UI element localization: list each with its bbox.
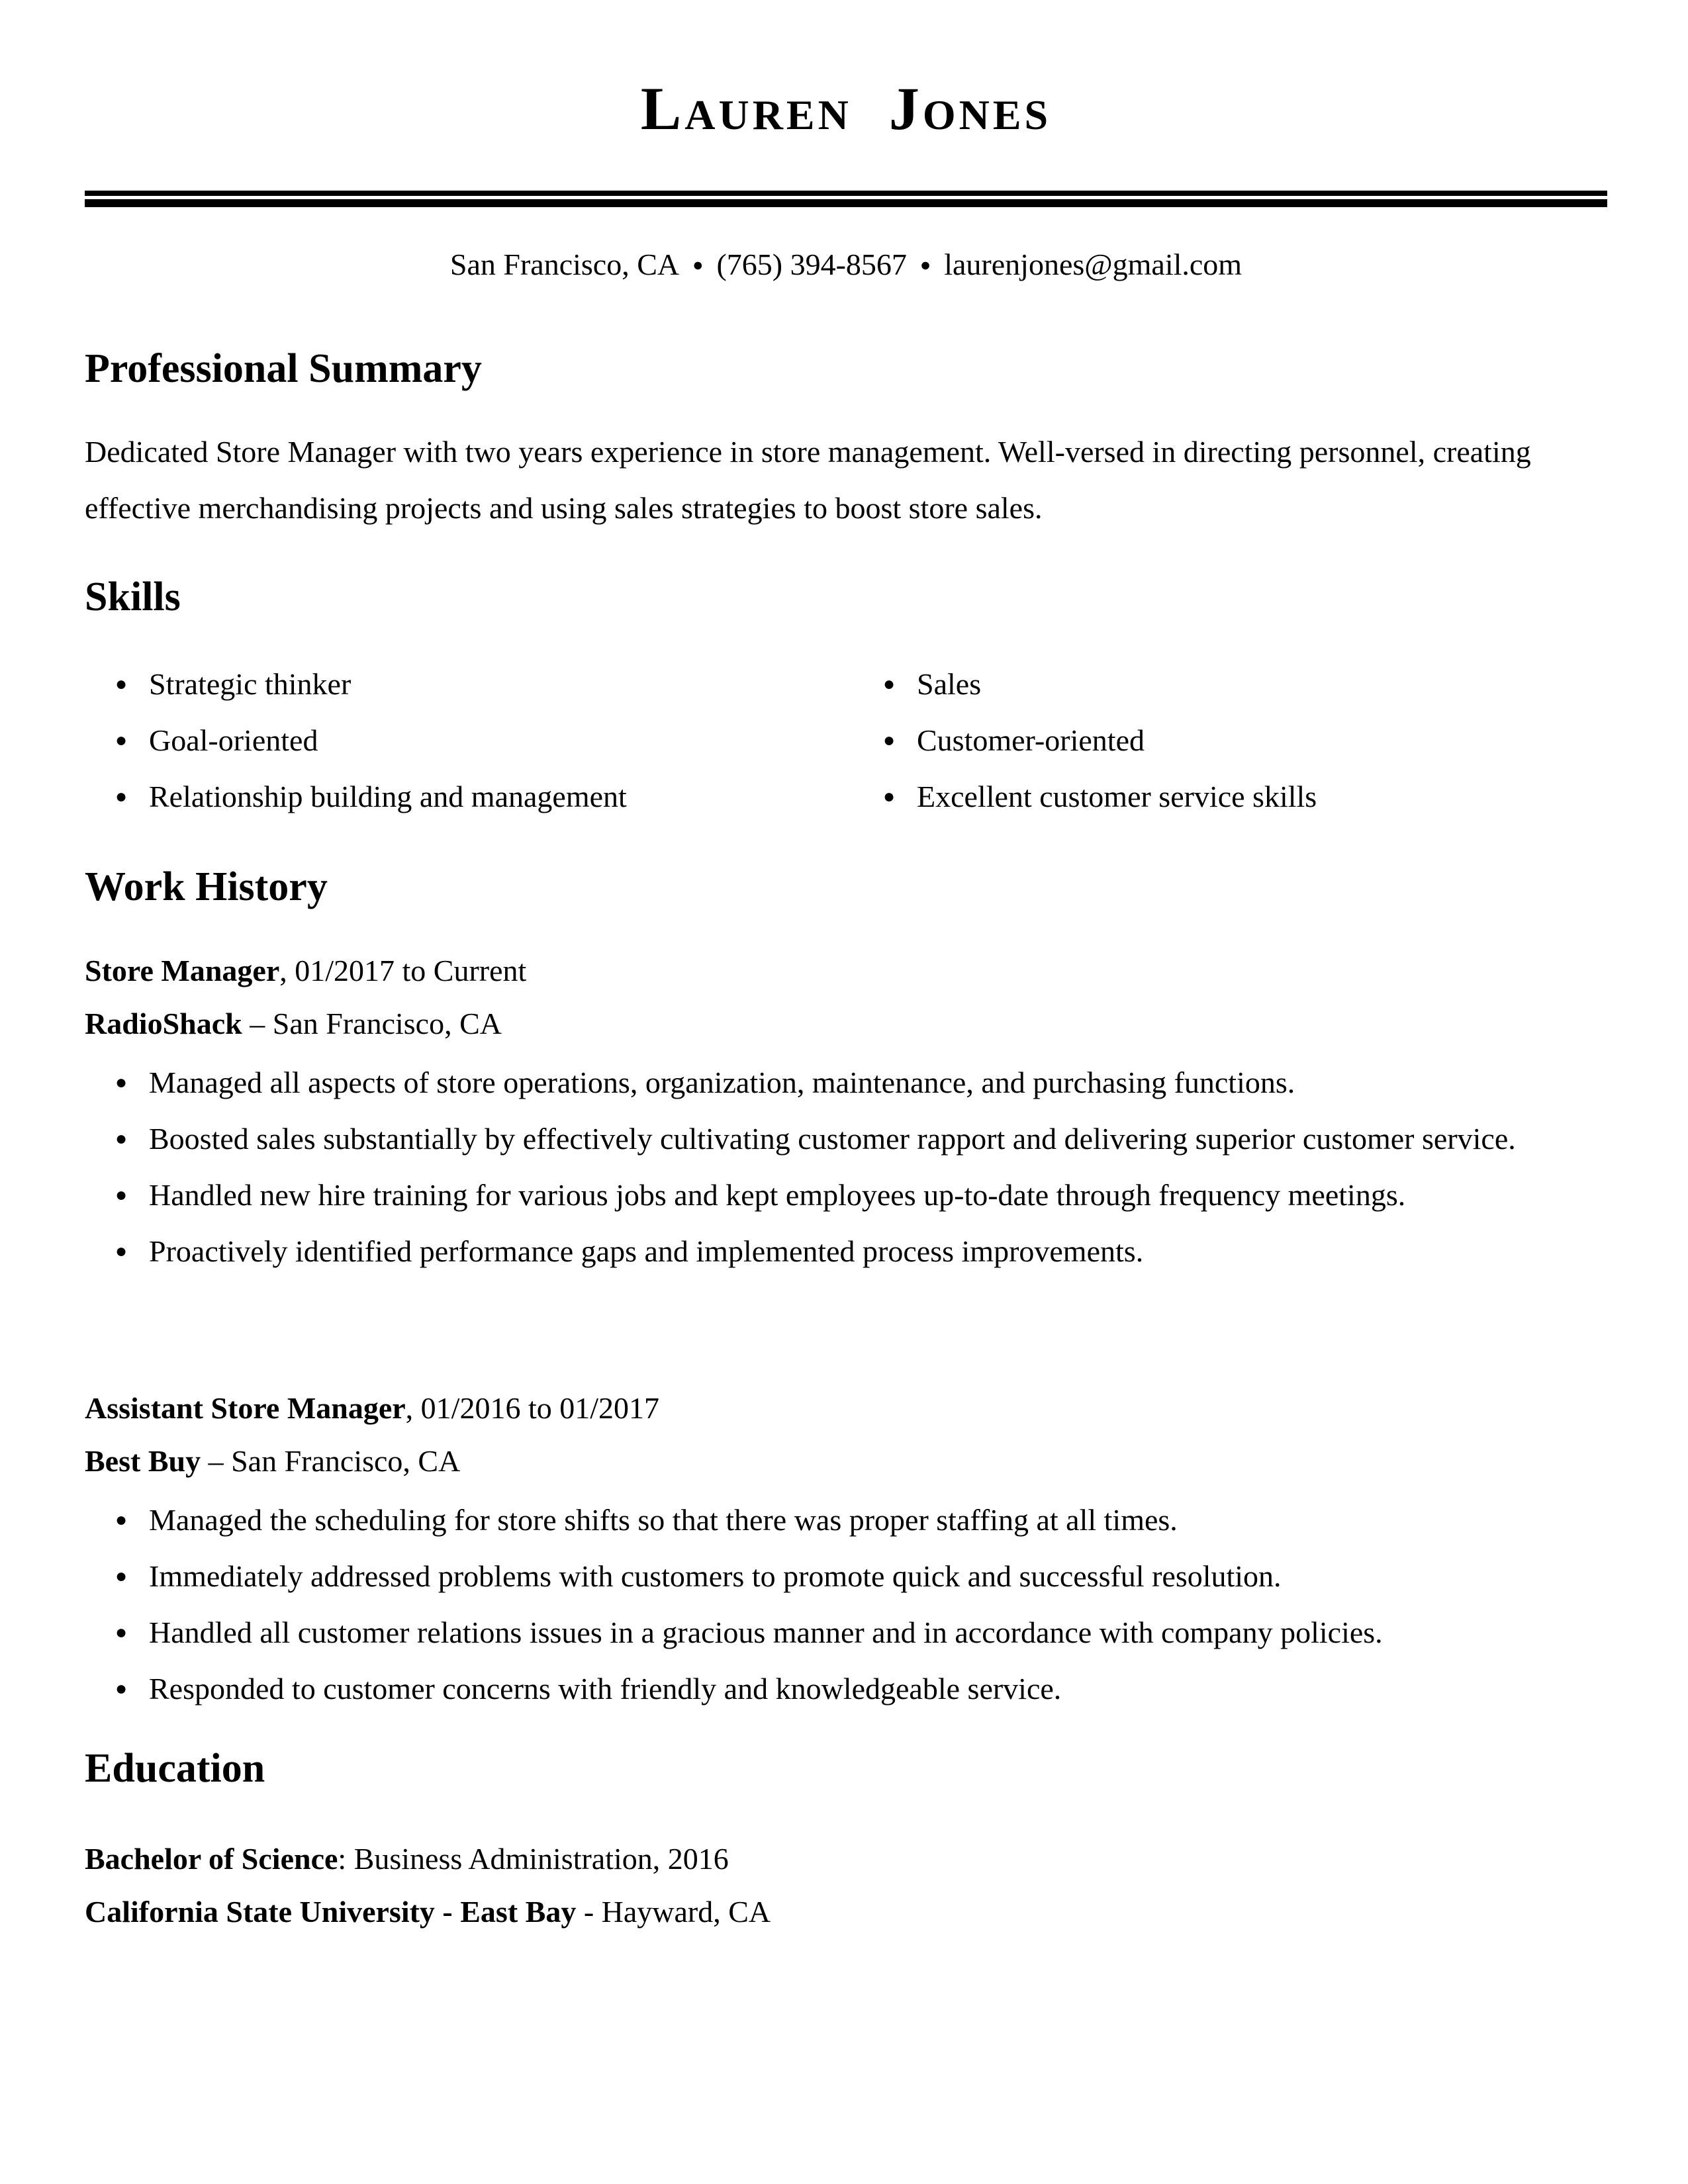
section-professional-summary xyxy=(85,348,1607,536)
skills-columns xyxy=(85,656,1607,825)
job-bullet: ● Handled new hire training for various jobs and kept employees up-to-date through frequency meetings. xyxy=(85,1167,1607,1223)
education-degree-line xyxy=(85,1833,1607,1886)
job-bullet-list xyxy=(85,1492,1607,1717)
education-school-location: - Hayward, CA xyxy=(576,1895,771,1929)
job-entry xyxy=(85,1382,1607,1717)
job-bullet: ● Managed the scheduling for store shifts so that there was proper staffing at all times. xyxy=(85,1492,1607,1548)
education-degree-detail: : Business Administration, 2016 xyxy=(338,1842,729,1876)
skills-column-1 xyxy=(85,656,853,825)
contact-email: laurenjones@gmail.com xyxy=(944,248,1243,281)
job-company-line xyxy=(85,1435,1607,1488)
job-dates: , 01/2016 to 01/2017 xyxy=(405,1391,660,1425)
job-bullet: ● Immediately addressed problems with customers to promote quick and successful resolution. xyxy=(85,1548,1607,1604)
skills-column-2 xyxy=(853,656,1607,825)
contact-line xyxy=(85,244,1607,285)
header-divider xyxy=(85,191,1607,207)
person-name: Lauren Jones xyxy=(640,75,1052,142)
section-heading-work-history: Work History xyxy=(85,864,328,909)
job-company-line xyxy=(85,997,1607,1050)
skill-item: ● Sales xyxy=(853,656,1607,712)
section-education xyxy=(85,1748,1607,1938)
education-degree: Bachelor of Science xyxy=(85,1842,338,1876)
education-lines xyxy=(85,1833,1607,1938)
job-dates: , 01/2017 to Current xyxy=(279,954,527,987)
job-company: Best Buy xyxy=(85,1444,201,1478)
job-bullet-list xyxy=(85,1054,1607,1279)
job-location: – San Francisco, CA xyxy=(201,1444,461,1478)
section-heading-summary: Professional Summary xyxy=(85,346,482,391)
job-location: – San Francisco, CA xyxy=(242,1007,502,1040)
section-skills xyxy=(85,576,1607,825)
contact-phone: (765) 394-8567 xyxy=(716,248,907,281)
job-bullet: ● Boosted sales substantially by effectively cultivating customer rapport and delivering superior customer service. xyxy=(85,1111,1607,1167)
job-bullet: ● Proactively identified performance gaps and implemented process improvements. xyxy=(85,1223,1607,1279)
job-title: Assistant Store Manager xyxy=(85,1391,406,1425)
skill-item: ● Excellent customer service skills xyxy=(853,768,1607,825)
section-work-history xyxy=(85,866,1607,1717)
skill-item: ● Goal-oriented xyxy=(85,712,853,768)
job-bullet: ● Responded to customer concerns with friendly and knowledgeable service. xyxy=(85,1661,1607,1717)
skill-item: ● Relationship building and management xyxy=(85,768,853,825)
job-bullet: ● Handled all customer relations issues in a gracious manner and in accordance with company policies. xyxy=(85,1604,1607,1661)
job-bullet: ● Managed all aspects of store operations, organization, maintenance, and purchasing functions. xyxy=(85,1054,1607,1111)
job-company: RadioShack xyxy=(85,1007,242,1040)
job-title: Store Manager xyxy=(85,954,280,987)
summary-text: Dedicated Store Manager with two years experience in store management. Well-versed in directing personnel, creating effective merchandising projects and using sales strategies to boost store sales. xyxy=(85,435,1531,525)
education-school-line xyxy=(85,1886,1607,1938)
section-heading-education: Education xyxy=(85,1746,265,1791)
section-heading-skills: Skills xyxy=(85,574,181,619)
contact-location: San Francisco, CA xyxy=(449,248,680,281)
job-title-line xyxy=(85,1382,1607,1435)
bullet-separator-icon: ● xyxy=(919,255,931,275)
skill-item: ● Customer-oriented xyxy=(853,712,1607,768)
job-entry xyxy=(85,944,1607,1279)
education-school: California State University - East Bay xyxy=(85,1895,577,1929)
job-title-line xyxy=(85,944,1607,997)
bullet-separator-icon: ● xyxy=(692,255,704,275)
skill-item: ● Strategic thinker xyxy=(85,656,853,712)
